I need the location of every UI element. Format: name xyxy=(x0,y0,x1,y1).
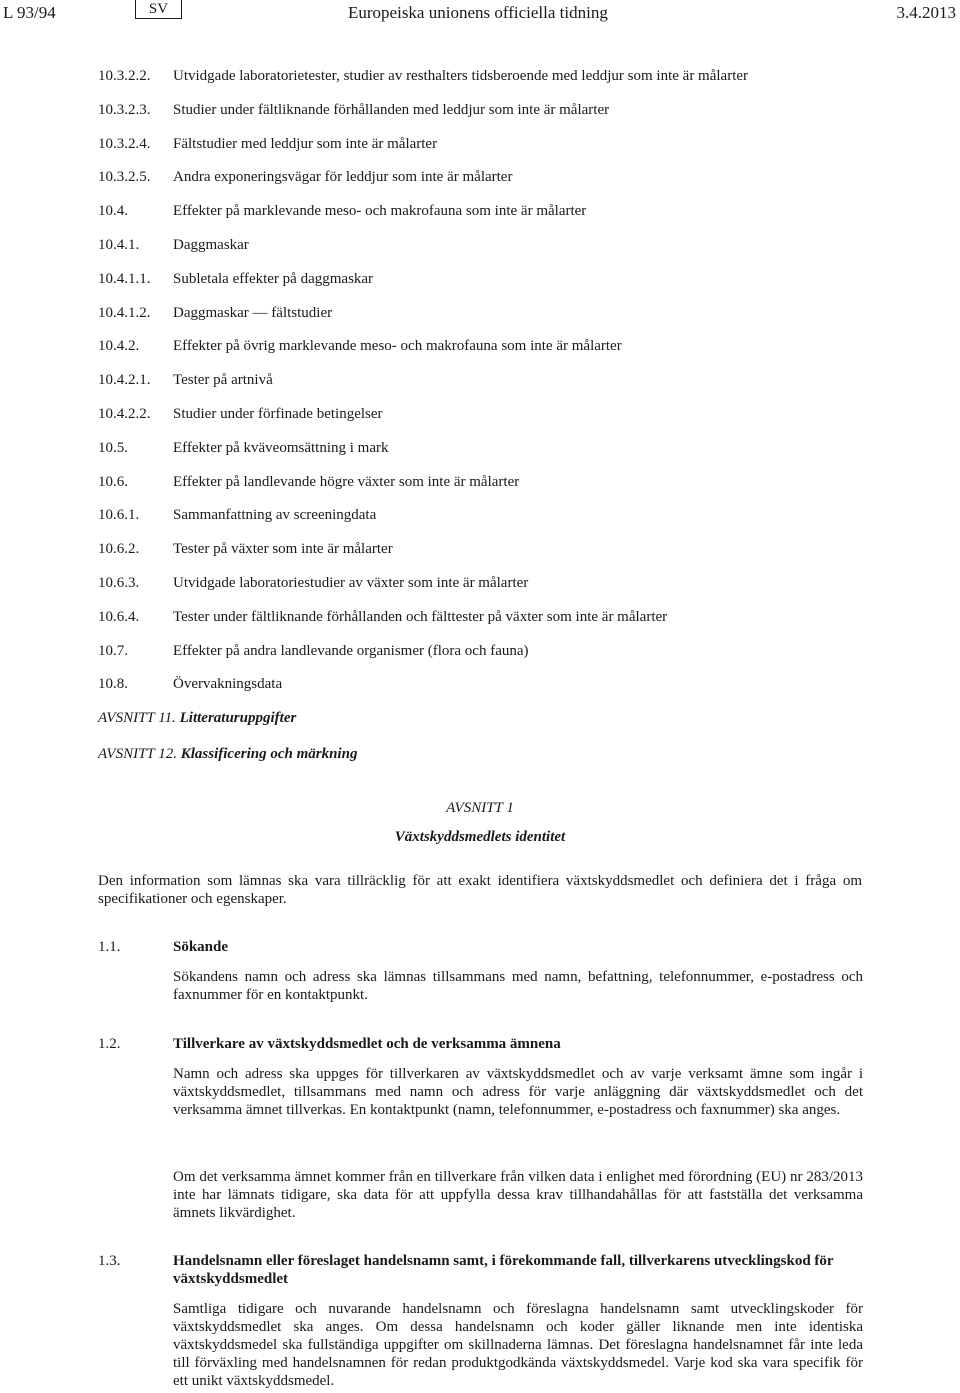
toc-title: Tester på växter som inte är målarter xyxy=(173,541,393,558)
article-number: 1.1. xyxy=(98,939,121,955)
toc-number: 10.4.2. xyxy=(98,338,140,355)
toc-number: 10.7. xyxy=(98,642,128,659)
toc-number: 10.4.1.2. xyxy=(98,304,151,321)
toc-entry xyxy=(98,573,878,607)
page-reference: L 93/94 xyxy=(3,3,56,22)
toc-title: Daggmaskar xyxy=(173,236,249,253)
toc-number: 10.6. xyxy=(98,473,128,490)
toc-title: Effekter på övrig marklevande meso- och makrofauna som inte är målarter xyxy=(173,338,622,355)
toc-number: 10.4.2.2. xyxy=(98,405,151,422)
toc-entry xyxy=(98,303,878,337)
article-paragraph: Samtliga tidigare och nuvarande handelsnamn och föreslagna handelsnamn samt utvecklingskoder för växtskyddsmedlet ska anges. Om dessa handelsnamn och koder gäller liknande men inte identiska växtskyddsmedel ska fullständiga uppgifter om skillnaderna lämnas. Det föreslagna handelsnamnet får inte leda till förväxling med handelsnamnen för redan produktgodkända växtskyddsmedel. Varje kod ska vara specifik för ett unikt växtskyddsmedel. xyxy=(173,1301,863,1389)
toc-section-title: Klassificering och märkning xyxy=(180,746,358,763)
toc-entry xyxy=(98,404,878,438)
toc-entry xyxy=(98,201,878,235)
toc-section-number: AVSNITT 12. xyxy=(98,746,177,763)
toc-title: Studier under förfinade betingelser xyxy=(173,405,383,422)
toc-title: Studier under fältliknande förhållanden med leddjur som inte är målarter xyxy=(173,101,610,118)
page-header xyxy=(0,0,960,30)
toc-title: Effekter på kväveomsättning i mark xyxy=(173,439,389,456)
toc-entry xyxy=(98,539,878,573)
article-paragraph: Namn och adress ska uppges för tillverkaren av växtskyddsmedlet och av varje verksamt ämne som ingår i växtskyddsmedlet, tillsammans med namn och adress för varje anläggning där växtskyddsmedlet och det verksamma ämnet tillverkas. En kontaktpunkt (namn, telefonnummer, e-postadress och faxnummer) ska anges. xyxy=(173,1066,863,1118)
toc-entry xyxy=(98,674,878,708)
article-paragraph: Sökandens namn och adress ska lämnas tillsammans med namn, befattning, telefonnummer, e-postadress och faxnummer för en kontaktpunkt. xyxy=(173,969,863,1003)
toc-title: Utvidgade laboratorietester, studier av resthalters tidsberoende med leddjur som inte är målarter xyxy=(173,68,749,84)
toc-section-entry xyxy=(98,744,878,780)
toc-entry xyxy=(98,370,878,404)
toc-title: Subletala effekter på daggmaskar xyxy=(173,270,374,287)
toc-entry xyxy=(98,269,878,303)
toc-entry xyxy=(98,472,878,506)
article-number: 1.2. xyxy=(98,1036,121,1052)
article-number: 1.3. xyxy=(98,1253,121,1269)
toc-number: 10.6.1. xyxy=(98,507,140,524)
toc-section-number: AVSNITT 11. xyxy=(98,710,176,727)
toc-number: 10.4. xyxy=(98,203,128,220)
toc-entry xyxy=(98,641,878,675)
toc-entry xyxy=(98,100,878,134)
toc-number: 10.4.1. xyxy=(98,236,140,253)
article-heading: Tillverkare av växtskyddsmedlet och de verksamma ämnena xyxy=(173,1036,561,1052)
toc-number: 10.3.2.5. xyxy=(98,169,151,186)
toc-entry xyxy=(98,336,878,370)
toc-title: Fältstudier med leddjur som inte är målarter xyxy=(173,135,438,152)
toc-title: Effekter på marklevande meso- och makrofauna som inte är målarter xyxy=(173,203,587,220)
toc-entry xyxy=(98,607,878,641)
language-box: SV xyxy=(135,0,182,19)
toc-title: Effekter på landlevande högre växter som inte är målarter xyxy=(173,473,520,490)
toc-entry xyxy=(98,505,878,539)
toc-section-entry xyxy=(98,708,878,744)
toc-number: 10.5. xyxy=(98,439,128,456)
publication-date: 3.4.2013 xyxy=(896,3,956,22)
toc-number: 10.6.4. xyxy=(98,608,140,625)
section-title: Växtskyddsmedlets identitet xyxy=(394,829,566,845)
section-kicker: AVSNITT 1 xyxy=(446,800,514,816)
toc-title: Effekter på andra landlevande organismer (flora och fauna) xyxy=(173,642,529,659)
toc-number: 10.4.2.1. xyxy=(98,372,151,389)
toc-title: Tester på artnivå xyxy=(173,372,273,389)
toc-title: Andra exponeringsvägar för leddjur som inte är målarter xyxy=(173,169,513,186)
table-of-contents xyxy=(98,66,878,780)
toc-entry xyxy=(98,167,878,201)
toc-number: 10.6.2. xyxy=(98,541,140,558)
section-intro: Den information som lämnas ska vara tillräcklig för att exakt identifiera växtskyddsmedlet och definiera det i fråga om specifikationer och egenskaper. xyxy=(98,873,862,907)
toc-number: 10.3.2.2. xyxy=(98,68,151,84)
journal-title: Europeiska unionens officiella tidning xyxy=(348,3,608,22)
toc-number: 10.8. xyxy=(98,676,128,693)
toc-title: Övervakningsdata xyxy=(173,676,283,693)
toc-section-title: Litteraturuppgifter xyxy=(179,710,297,727)
toc-number: 10.3.2.4. xyxy=(98,135,151,152)
toc-number: 10.4.1.1. xyxy=(98,270,151,287)
toc-entry xyxy=(98,438,878,472)
toc-entry xyxy=(98,235,878,269)
toc-number: 10.3.2.3. xyxy=(98,101,151,118)
toc-title: Sammanfattning av screeningdata xyxy=(173,507,377,524)
article-heading: Handelsnamn eller föreslaget handelsnamn samt, i förekommande fall, tillverkarens utvecklingskod för växtskyddsmedlet xyxy=(173,1253,834,1287)
toc-title: Tester under fältliknande förhållanden och fälttester på växter som inte är målarter xyxy=(173,608,668,625)
toc-entry xyxy=(98,134,878,168)
article-heading: Sökande xyxy=(173,939,229,955)
toc-title: Utvidgade laboratoriestudier av växter som inte är målarter xyxy=(173,574,529,591)
toc-title: Daggmaskar — fältstudier xyxy=(173,304,333,321)
toc-number: 10.6.3. xyxy=(98,574,140,591)
article-paragraph: Om det verksamma ämnet kommer från en tillverkare från vilken data i enlighet med förordning (EU) nr 283/2013 inte har lämnats tidigare, ska data för att uppfylla dessa krav tillhandahållas för att fastställa det verksamma ämnets likvärdighet. xyxy=(173,1169,863,1221)
toc-entry xyxy=(98,66,878,100)
